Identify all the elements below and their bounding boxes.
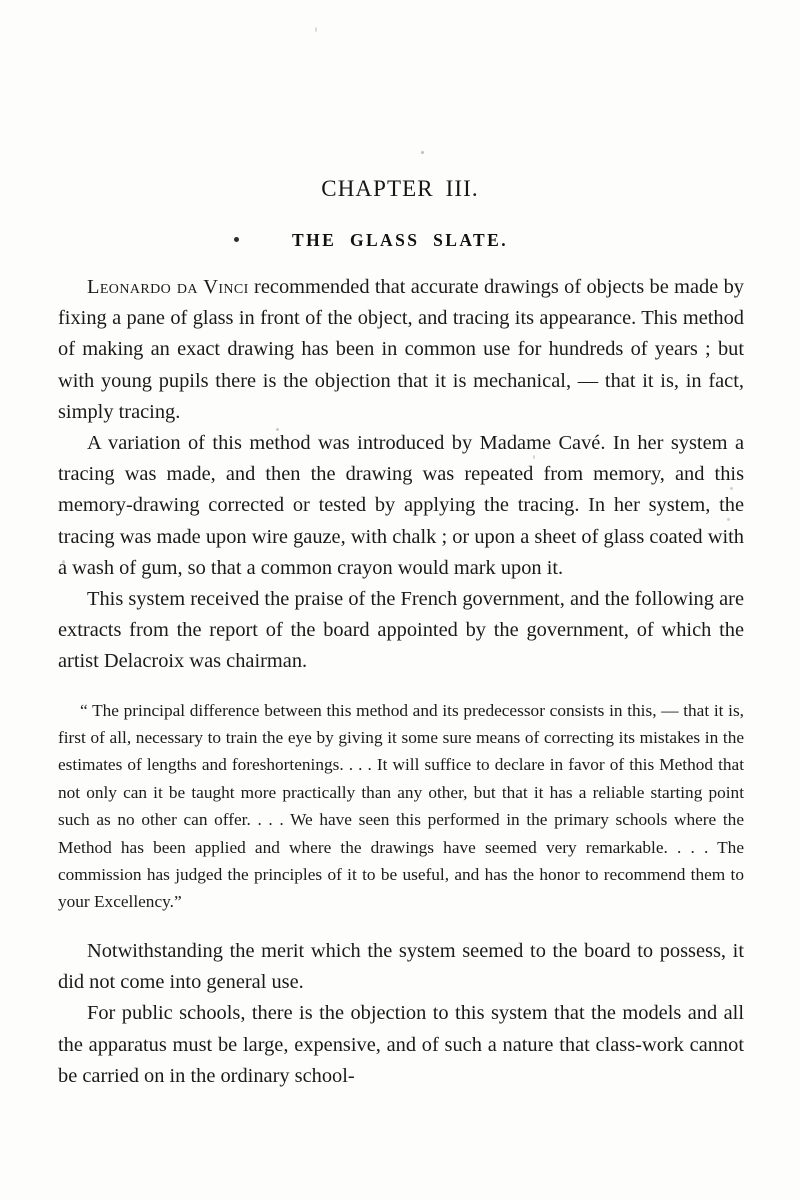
block-quotation-report: “ The principal difference between this method and its predecessor consists in this, — that it is, first of all, necessary to train the eye by giving it some sure means of correcting its mistakes in the estimates of lengths and foreshortenings. . . . It will suffice to declare in favor of this Method that not only can it be taught more practically than any other, but that it has a reliable starting point such as no other can offer. . . . We have seen this performed in the primary schools where the Method has been applied and where the drawings have seemed very remarkable. . . . The commission has judged the principles of it to be useful, and has the honor to recommend them to your Excellency.” bbox=[58, 700, 744, 912]
paragraph-french-government: This system received the praise of the French government, and the following are extracts from the report of the board appointed by the government, of which the artist Delacroix was chairman. bbox=[58, 588, 744, 673]
section-heading: THE GLASS SLATE. bbox=[292, 230, 508, 250]
chapter-heading: CHAPTER III. bbox=[321, 176, 479, 201]
paragraph-notwithstanding: Notwithstanding the merit which the system seemed to the board to possess, it did not come into general use. bbox=[58, 939, 744, 994]
text-column bbox=[58, 272, 744, 1092]
small-caps-leadin: Leonardo da Vinci bbox=[87, 276, 249, 298]
paragraph-public-schools: For public schools, there is the objection to this system that the models and all the apparatus must be large, expensive, and of such a nature that class-work cannot be carried on in the ordinary school- bbox=[58, 1002, 744, 1087]
scan-speck-artifact bbox=[421, 151, 424, 154]
paragraph-leonardo bbox=[58, 272, 744, 428]
paragraph-madame-cave: A variation of this method was introduced by Madame Cavé. In her system a tracing was made, and then the drawing was repeated from memory, and this memory-drawing corrected or tested by applying the tracing. In her system, the tracing was made upon wire gauze, with chalk ; or upon a sheet of glass coated with a wash of gum, so that a common crayon would mark upon it. bbox=[58, 432, 744, 579]
paragraph-leonardo-text: recommended that accurate drawings of objects be made by fixing a pane of glass in front of the object, and tracing its appearance. This method of making an exact drawing has been in common use for hundreds of years ; but with young pupils there is the objection that it is mechanical, — that it is, in fact, simply tracing. bbox=[58, 276, 744, 423]
scan-speck-artifact bbox=[315, 27, 317, 32]
